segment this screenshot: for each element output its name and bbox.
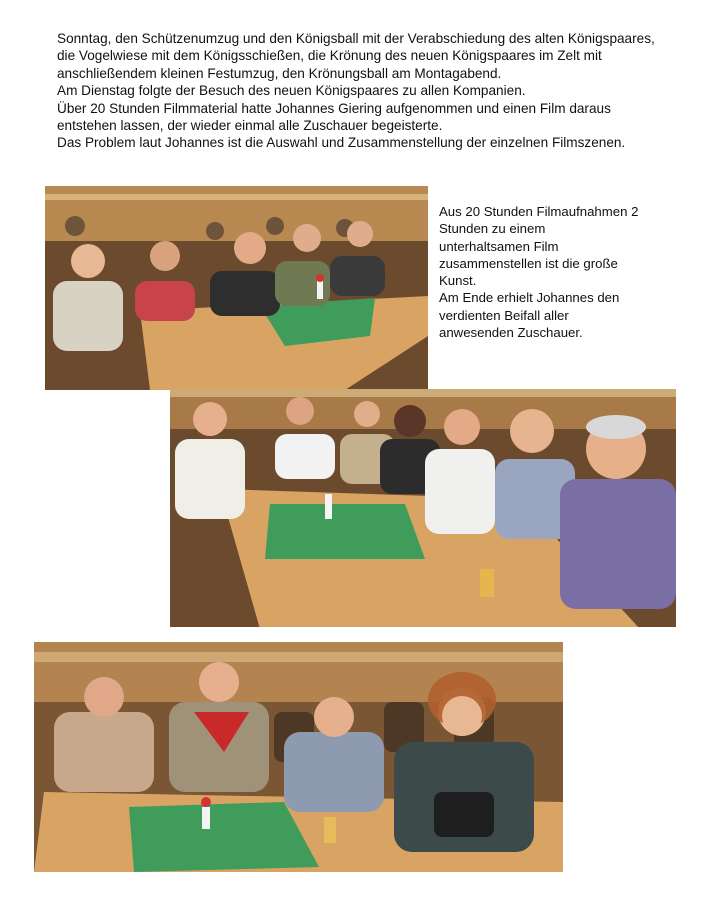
intro-paragraph-4: Das Problem laut Johannes ist die Auswahl und Zusammenstellung der einzelnen Filmszenen. [57,135,626,151]
intro-paragraph-3: Über 20 Stunden Filmmaterial hatte Johannes Giering aufgenommen und einen Film daraus entstehen lassen, der wieder einmal alle Zuschauer begeisterte. [57,100,611,134]
intro-paragraph-1: Sonntag, den Schützenumzug und den Königsball mit der Verabschiedung des alten Königspaares, die Vogelwiese mit dem Königsschießen, die Krönung des neuen Königspaares im Zelt mit anschließendem kleinen Festumzug, den Krönungsball am Montagabend. [57,31,655,81]
intro-paragraph-2: Am Dienstag folgte der Besuch des neuen Königspaares zu allen Kompanien. [57,83,526,99]
side-text [439,203,639,341]
photo-audience-3 [34,642,563,872]
intro-text [57,30,657,152]
side-paragraph-2: Am Ende erhielt Johannes den verdienten Beifall aller anwesenden Zuschauer. [439,290,620,341]
side-paragraph-1: Aus 20 Stunden Filmaufnahmen 2 Stunden zu einem unterhaltsamen Film zusammenstellen ist die große Kunst. [439,204,639,289]
photo-audience-2 [170,389,676,627]
photo-audience-1 [45,186,428,390]
